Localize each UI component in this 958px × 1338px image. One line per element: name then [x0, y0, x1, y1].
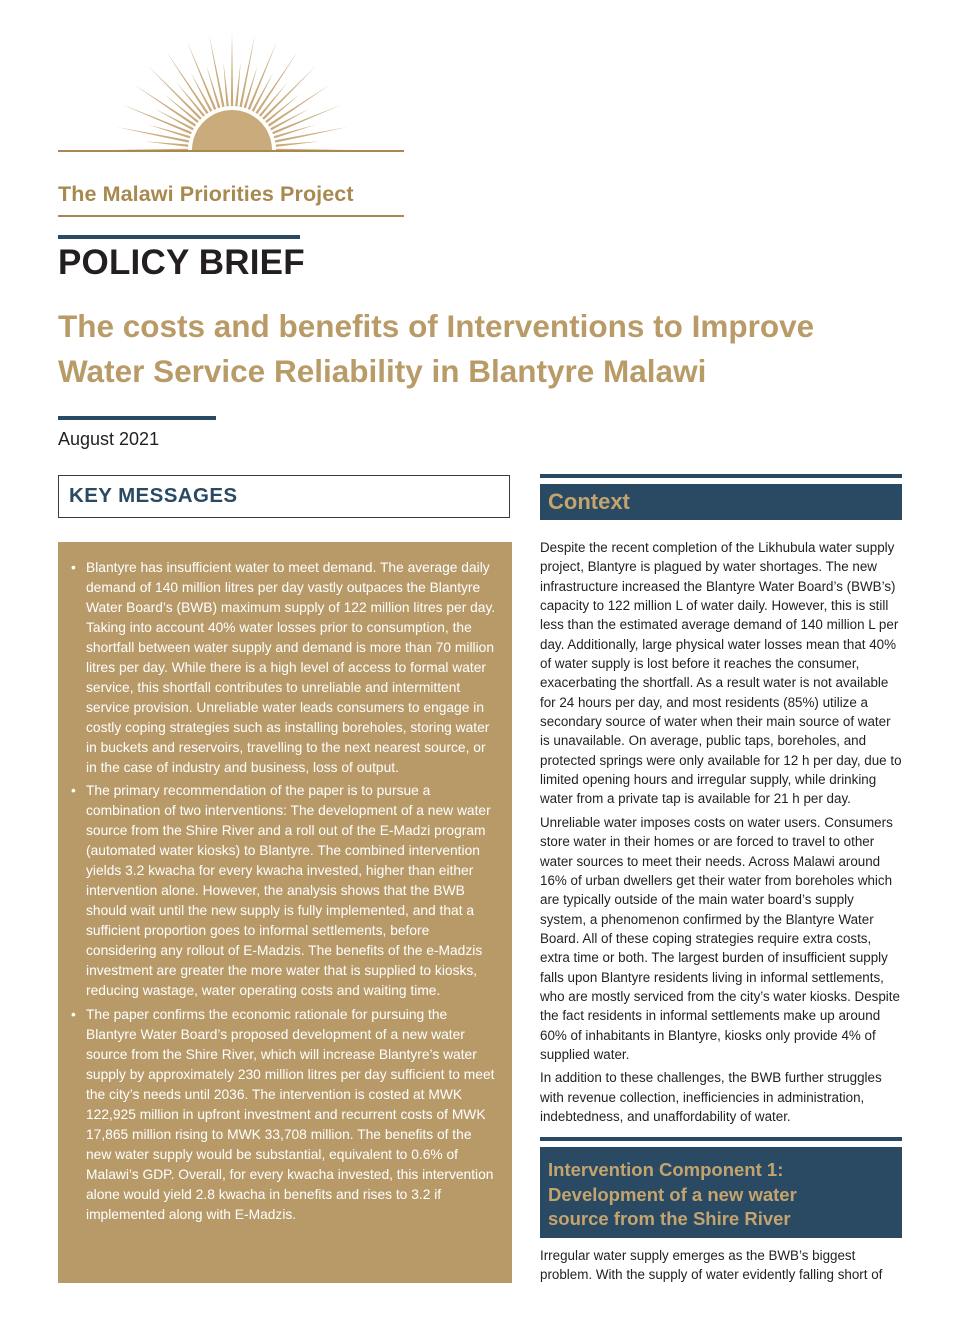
sun-ray — [148, 124, 190, 138]
intervention-heading-line-2: Development of a new water — [548, 1183, 797, 1205]
key-messages-heading-box — [58, 475, 510, 518]
sun-ray — [275, 127, 348, 143]
key-messages-list — [70, 558, 496, 1224]
policy-brief-label: POLICY BRIEF — [58, 243, 305, 282]
logo-title: The Malawi Priorities Project — [58, 182, 354, 206]
intervention-heading — [540, 1147, 902, 1236]
sun-ray — [231, 32, 233, 106]
document-title — [58, 304, 918, 394]
publication-date: August 2021 — [58, 429, 160, 449]
context-heading-rule — [540, 474, 902, 478]
sunburst-icon — [58, 28, 406, 178]
context-heading: Context — [548, 489, 630, 514]
sun-ray — [206, 66, 220, 108]
intervention-heading-rule — [540, 1137, 902, 1141]
context-body — [540, 538, 903, 1130]
bullet-icon: • — [71, 560, 76, 575]
sun-ray — [244, 66, 258, 108]
intervention-heading-line-3: source from the Shire River — [548, 1208, 791, 1229]
key-messages-panel — [58, 542, 512, 1283]
context-paragraph-1: Despite the recent completion of the Likhubula water supply project, Blantyre is plagued by water shortages. The new infrastructure increased the Blantyre Water Board’s (BWB’s) capacity to 122 million L of water daily. However, this is still less than the estimated average demand of 140 million L per day. Additionally, large physical water losses mean that 40% of water supply is lost before it reaches the consumer, exacerbating the shortfall. As a result water is not available for 24 hours per day, and most residents (85%) utilize a secondary source of water when their main source of water is unavailable. On average, public taps, boreholes, and protected springs were only available for 12 h per day, due to limited opening hours and irregular supply, while drinking water from a private tap is available for 21 h per day. — [540, 540, 902, 807]
sun-ray — [276, 141, 320, 147]
key-messages-heading: KEY MESSAGES — [69, 484, 238, 507]
context-paragraph-3: In addition to these challenges, the BWB further struggles with revenue collection, inefficiencies in administration, indebtedness, and unaffordability of water. — [540, 1070, 882, 1124]
sun-ray — [223, 62, 229, 106]
bullet-icon: • — [71, 783, 76, 799]
document-title-line-1: The costs and benefits of Interventions to Improve — [58, 308, 815, 344]
logo-rule-top — [58, 150, 404, 152]
sun-ray — [144, 141, 188, 147]
header-accent-bar — [58, 235, 300, 239]
bullet-icon: • — [71, 1006, 76, 1022]
key-message-item — [70, 781, 496, 1000]
key-message-text: The paper confirms the economic rationale for pursuing the Blantyre Water Board’s proposed development of a new water source from the Shire River, which will increase Blantyre’s water supply by approximately 230 million litres per day sufficient to meet the city’s needs until 2036. The intervention is costed at MWK 122,925 million in upfront investment and recurrent costs of MWK 17,865 million rising to MWK 33,708 million. The benefits of the new water supply would be substantial, equivalent to 0.6% of Malawi’s GDP. Overall, for every kwacha invested, this intervention alone would yield 2.8 kwacha in benefits and rises to 3.2 if implemented along with E-Madzis. — [86, 1006, 495, 1222]
intervention-heading-box — [540, 1143, 902, 1238]
sun-ray — [274, 124, 316, 138]
title-accent-bar — [58, 416, 216, 420]
document-title-line-2: Water Service Reliability in Blantyre Malawi — [58, 353, 707, 389]
context-paragraph-2: Unreliable water imposes costs on water users. Consumers store water in their homes or are forced to travel to other water sources to meet their needs. Across Malawi around 16% of urban dwellers get their water from boreholes which are typically outside of the main water board’s supply system, a phenomenon confirmed by the Blantyre Water Board. All of these coping strategies require extra costs, extra time or both. The largest burden of insufficient supply falls upon Blantyre residents living in informal settlements, who are mostly serviced from the city’s water kiosks. Despite the fact residents in informal settlements make up around 60% of inhabitants in Blantyre, kiosks only provide 4% of supplied water. — [540, 814, 900, 1062]
intervention-body — [540, 1246, 903, 1289]
malawi-priorities-logo — [58, 28, 406, 220]
sun-ray — [209, 34, 225, 107]
key-message-item — [70, 558, 496, 777]
key-message-item — [70, 1005, 496, 1224]
context-heading-box — [540, 480, 902, 520]
sun-ray — [239, 34, 255, 107]
intervention-heading-line-1: Intervention Component 1: — [548, 1159, 784, 1180]
key-message-text: Blantyre has insufficient water to meet demand. The average daily demand of 140 million litres per day vastly outpaces the Blantyre Water Board’s (BWB) maximum supply of 122 million litres per day. Taking into account 40% water losses prior to consumption, the shortfall between water supply and demand is more than 70 million litres per day. While there is a high level of access to formal water service, this shortfall contributes to unreliable and intermittent service provision. Unreliable water leads consumers to engage in costly coping strategies such as installing boreholes, storing water in buckets and reservoirs, travelling to the next nearest source, or in the case of industry and business, loss of output. — [86, 560, 496, 775]
key-message-text: The primary recommendation of the paper is to pursue a combination of two interventions: The development of a new water source from the Shire River and a roll out of the E-Madzi program (automated water kiosks) to Blantyre. The combined intervention yields 3.2 kwacha for every kwacha invested, higher than either intervention alone. However, the analysis shows that the BWB should wait until the new supply is fully implemented, and that a sufficient proportion goes to informal settlements, before considering any rollout of E-Madzis. The benefits of the e-Madzis investment are greater the more water that is supplied to kiosks, reducing wastage, water operating costs and waiting time. — [86, 783, 491, 999]
sun-ray — [235, 62, 241, 106]
logo-rule-bottom — [58, 215, 404, 217]
intervention-paragraph: Irregular water supply emerges as the BWB’s biggest problem. With the supply of water evidently falling short of — [540, 1248, 883, 1283]
sun-ray — [116, 127, 189, 143]
